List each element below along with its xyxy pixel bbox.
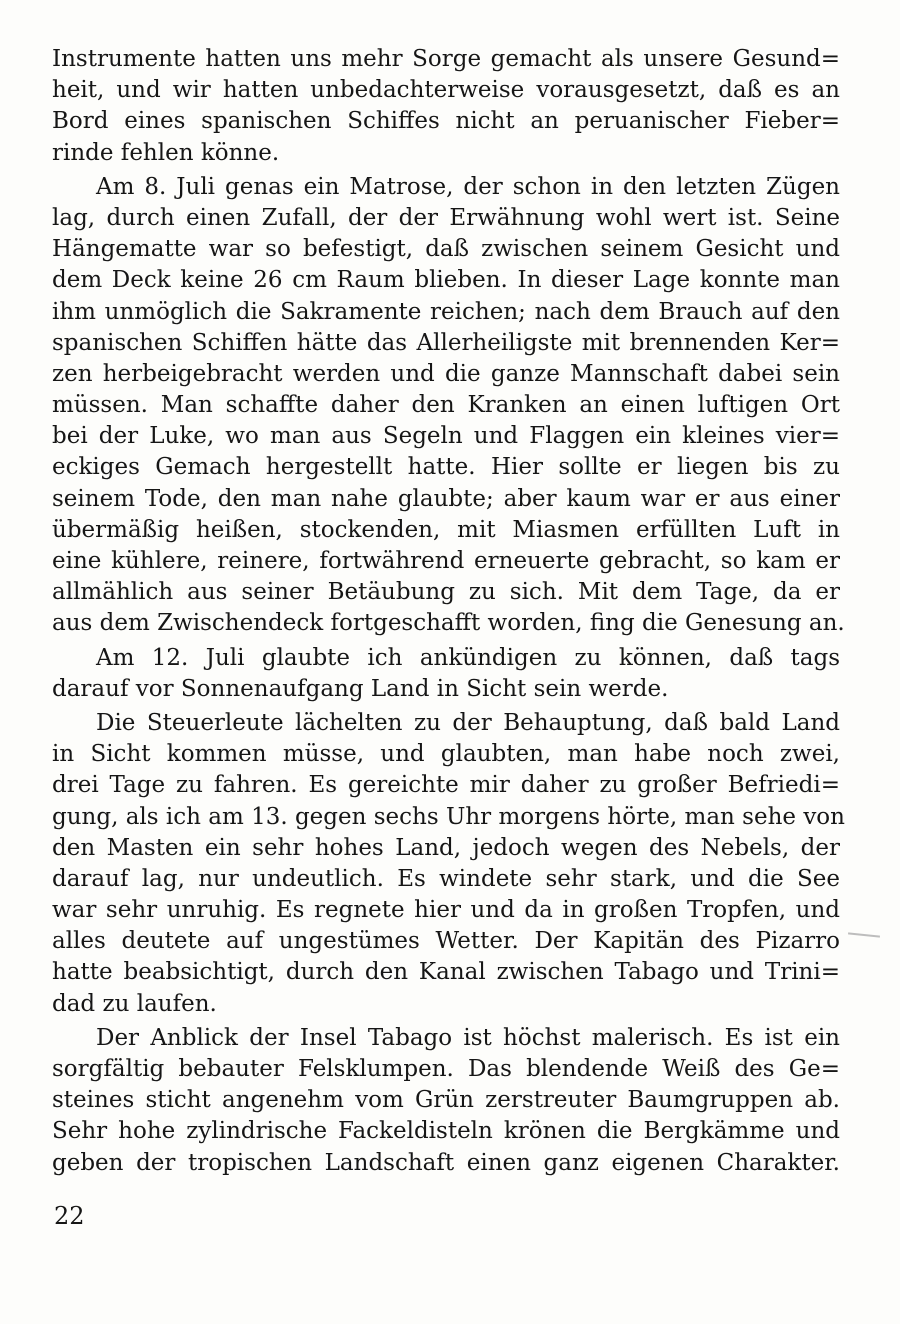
text-line: Die Steuerleute lächelten zu der Behauptung, daß bald Land <box>96 709 840 736</box>
margin-mark <box>848 932 880 937</box>
text-line: Sehr hohe zylindrische Fackeldisteln krönen die Bergkämme und <box>52 1118 840 1145</box>
text-line: drei Tage zu fahren. Es gereichte mir daher zu großer Befriedi= <box>52 772 840 799</box>
page-number: 22 <box>54 1202 85 1230</box>
text-line: Am 8. Juli genas ein Matrose, der schon in den letzten Zügen <box>96 173 840 200</box>
text-line: darauf lag, nur undeutlich. Es windete sehr stark, und die See <box>52 865 840 892</box>
text-line: gung, als ich am 13. gegen sechs Uhr morgens hörte, man sehe von <box>52 803 845 830</box>
paragraph <box>52 1023 840 1179</box>
text-line: aus dem Zwischendeck fortgeschafft worden, fing die Genesung an. <box>52 610 845 637</box>
text-line: heit, und wir hatten unbedachterweise vorausgesetzt, daß es an <box>52 77 840 104</box>
text-line: den Masten ein sehr hohes Land, jedoch wegen des Nebels, der <box>52 834 840 861</box>
text-line: Am 12. Juli glaubte ich ankündigen zu können, daß tags <box>96 644 840 671</box>
text-line: rinde fehlen könne. <box>52 139 280 166</box>
paragraph <box>52 708 845 1020</box>
text-line: Hängematte war so befestigt, daß zwischen seinem Gesicht und <box>52 236 840 263</box>
text-line: alles deutete auf ungestümes Wetter. Der Kapitän des Pizarro <box>52 928 840 955</box>
paragraph <box>52 172 845 640</box>
text-line: seinem Tode, den man nahe glaubte; aber kaum war er aus einer <box>52 485 840 512</box>
text-line: eine kühlere, reinere, fortwährend erneuerte gebracht, so kam er <box>52 548 840 574</box>
text-line: spanischen Schiffen hätte das Allerheiligste mit brennenden Ker= <box>52 329 840 356</box>
text-line: in Sicht kommen müsse, und glaubten, man habe noch zwei, <box>52 741 840 768</box>
text-line: übermäßig heißen, stockenden, mit Miasmen erfüllten Luft in <box>52 516 840 543</box>
text-line: dad zu laufen. <box>52 990 217 1017</box>
text-line: war sehr unruhig. Es regnete hier und da in großen Tropfen, und <box>52 897 840 924</box>
text-line: hatte beabsichtigt, durch den Kanal zwischen Tabago und Trini= <box>52 959 840 986</box>
text-line: Bord eines spanischen Schiffes nicht an peruanischer Fieber= <box>52 108 840 135</box>
text-line: müssen. Man schaffte daher den Kranken an einen luftigen Ort <box>52 392 840 419</box>
text-line: steines sticht angenehm vom Grün zerstreuter Baumgruppen ab. <box>52 1087 840 1114</box>
text-line: ihm unmöglich die Sakramente reichen; nach dem Brauch auf den <box>52 298 840 325</box>
text-line: Instrumente hatten uns mehr Sorge gemacht als unsere Gesund= <box>52 46 840 72</box>
text-line: allmählich aus seiner Betäubung zu sich. Mit dem Tage, da er <box>52 579 840 606</box>
page-body <box>52 44 845 1179</box>
text-line: dem Deck keine 26 cm Raum blieben. In dieser Lage konnte man <box>52 267 840 294</box>
paragraph <box>52 44 840 169</box>
paragraph <box>52 643 840 705</box>
text-line: sorgfältig bebauter Felsklumpen. Das blendende Weiß des Ge= <box>52 1056 840 1082</box>
text-line: zen herbeigebracht werden und die ganze Mannschaft dabei sein <box>52 360 840 387</box>
text-line: Der Anblick der Insel Tabago ist höchst malerisch. Es ist ein <box>96 1024 840 1051</box>
text-line: darauf vor Sonnenaufgang Land in Sicht sein werde. <box>52 675 669 702</box>
text-line: geben der tropischen Landschaft einen ganz eigenen Charakter. <box>52 1149 840 1176</box>
text-line: eckiges Gemach hergestellt hatte. Hier sollte er liegen bis zu <box>52 454 840 481</box>
text-line: lag, durch einen Zufall, der der Erwähnung wohl wert ist. Seine <box>52 204 840 231</box>
text-line: bei der Luke, wo man aus Segeln und Flaggen ein kleines vier= <box>52 423 840 450</box>
